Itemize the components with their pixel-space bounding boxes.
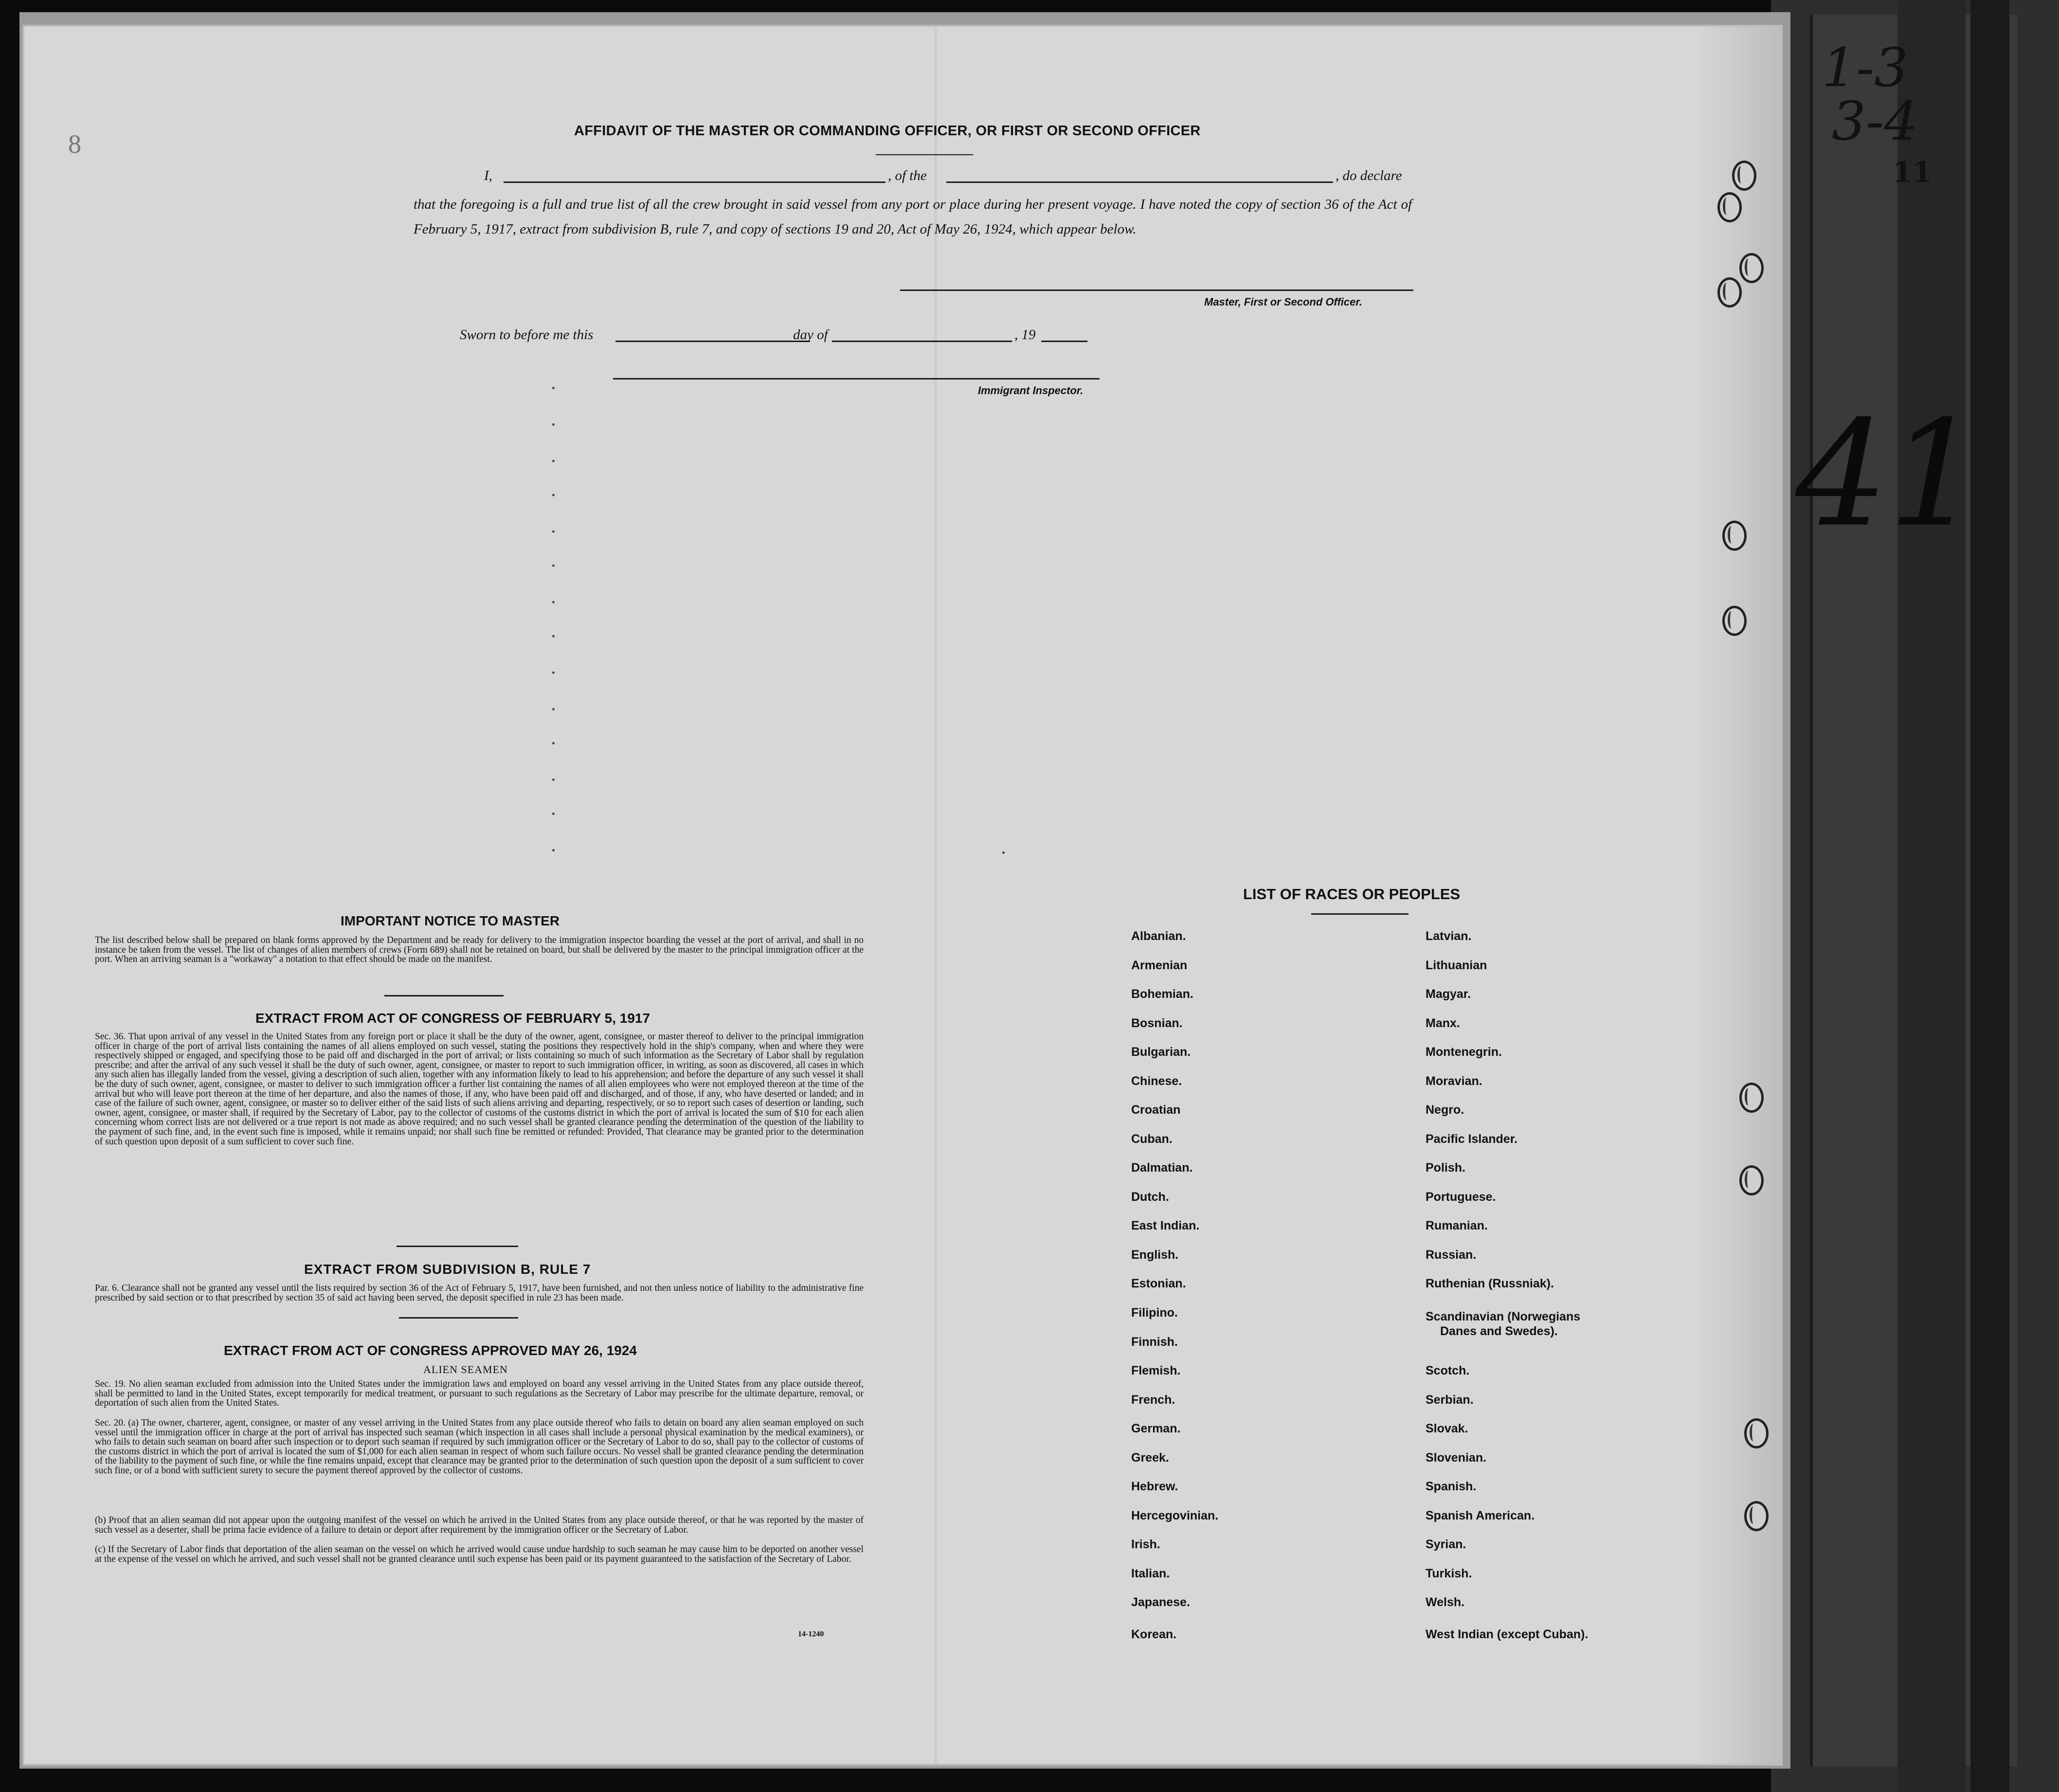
- race-item: Spanish.: [1426, 1480, 1477, 1493]
- race-item: Chinese.: [1131, 1074, 1182, 1088]
- handwritten-margin-mark: 41: [1795, 389, 1981, 559]
- sworn-year-field[interactable]: [1041, 341, 1087, 342]
- race-item: Irish.: [1131, 1538, 1160, 1551]
- back-sheet-strip-dark: [1970, 0, 2009, 1792]
- extract-1924-subtitle: ALIEN SEAMEN: [423, 1363, 508, 1376]
- race-item: Latvian.: [1426, 929, 1472, 943]
- race-item: Slovenian.: [1426, 1451, 1487, 1465]
- form-number: 14-1240: [798, 1630, 824, 1638]
- race-item: Montenegrin.: [1426, 1045, 1502, 1059]
- race-item: Bohemian.: [1131, 987, 1193, 1001]
- race-item: Hebrew.: [1131, 1480, 1178, 1493]
- notice-title: IMPORTANT NOTICE TO MASTER: [341, 913, 560, 928]
- races-title: LIST OF RACES OR PEOPLES: [1243, 886, 1461, 903]
- race-item: Albanian.: [1131, 929, 1186, 943]
- extract-1924-sec20a: Sec. 20. (a) The owner, charterer, agent, consignee, or master of any vessel arriving in the United States from any place outside thereof who fails to detain on board any alien seaman employed on such vessel until the immigration officer in charge at the port of arrival has inspected such seaman (which inspection in all cases shall include a personal physical examination by the medical examiners), or who fails to detain such seaman on board after such inspection or to deport such seaman if required by such immigration officer or the Secretary of Labor to do so, shall pay to the collector of customs of the customs district in which the port of arrival is located the sum of $1,000 for each alien seaman in respect of whom such failure occurs. No vessel shall be granted clearance pending the determination of the liability to the payment of such fine, or while the fine remains unpaid, except that clearance may be granted prior to the determination of such question upon the deposit of a sum sufficient to cover such fine, or of a bond with sufficient surety to secure the payment thereof approved by the collector of customs.: [95, 1418, 864, 1476]
- race-item: German.: [1131, 1422, 1181, 1435]
- race-item: Korean.: [1131, 1628, 1177, 1641]
- binder-hole-icon: [1722, 521, 1747, 551]
- affidavit-title: AFFIDAVIT OF THE MASTER OR COMMANDING OFFICER, OR FIRST OR SECOND OFFICER: [574, 123, 1201, 139]
- page-fold: [934, 27, 937, 1764]
- race-item: Welsh.: [1426, 1595, 1465, 1609]
- race-item: Manx.: [1426, 1016, 1460, 1030]
- extract-1924-sec19: Sec. 19. No alien seaman excluded from admission into the United States under the immigration laws and employed on board any vessel arriving in the United States from any place outside thereof, shall be permitted to land in the United States, except temporarily for medical treatment, or pursuant to such regulations as the Secretary of Labor may prescribe for the ultimate departure, removal, or deportation of such alien from the United States.: [95, 1379, 864, 1409]
- race-item: Serbian.: [1426, 1393, 1474, 1407]
- sworn-year-prefix: , 19: [1014, 327, 1036, 343]
- binder-hole-icon: [1717, 192, 1742, 222]
- notice-body: The list described below shall be prepared on blank forms approved by the Department and be ready for delivery to the immigration inspector boarding the vessel at the port of arrival, and shall in no instance be taken from the vessel. The list of changes of alien members of crews (Form 689) shall not be retained on board, but shall be delivered by the master to the principal immigration officer at the port. When an arriving seaman is a "workaway" a notation to that effect should be made on the manifest.: [95, 935, 864, 965]
- notice-rule: [384, 995, 504, 996]
- sworn-day-field[interactable]: [615, 341, 810, 342]
- affidavit-line-i: I,: [484, 168, 492, 183]
- race-item-continuation: Danes and Swedes).: [1440, 1324, 1558, 1338]
- extract-1917-rule: [397, 1246, 518, 1247]
- handwritten-page-number: 11: [1893, 156, 1932, 189]
- race-item: Pacific Islander.: [1426, 1132, 1517, 1146]
- race-item: Dalmatian.: [1131, 1161, 1193, 1175]
- race-item: Portuguese.: [1426, 1190, 1496, 1204]
- vessel-name-field[interactable]: [946, 181, 1333, 183]
- race-item: Dutch.: [1131, 1190, 1169, 1204]
- race-item: Rumanian.: [1426, 1219, 1488, 1232]
- race-item: Filipino.: [1131, 1306, 1178, 1320]
- binder-hole-icon: [1739, 1083, 1764, 1113]
- race-item: Italian.: [1131, 1567, 1170, 1580]
- race-item: Flemish.: [1131, 1364, 1181, 1377]
- race-item: Greek.: [1131, 1451, 1169, 1465]
- extract-1924-sec20b: (b) Proof that an alien seaman did not appear upon the outgoing manifest of the vessel on which he arrived in the United States from any place outside thereof, or that he was reported by the master of such vessel as a deserter, shall be prima facie evidence of a failure to detain or deport after requirement by the immigration officer or the Secretary of Labor.: [95, 1515, 864, 1535]
- inspector-signature-label: Immigrant Inspector.: [978, 384, 1084, 397]
- race-item: Armenian: [1131, 959, 1188, 972]
- binder-hole-icon: [1717, 277, 1742, 308]
- race-item: Scotch.: [1426, 1364, 1470, 1377]
- race-item: Hercegovinian.: [1131, 1509, 1219, 1522]
- race-item: Japanese.: [1131, 1595, 1190, 1609]
- master-signature-field[interactable]: [900, 290, 1413, 291]
- race-item: Russian.: [1426, 1248, 1477, 1262]
- race-item: Turkish.: [1426, 1567, 1472, 1580]
- declarant-name-field[interactable]: [504, 181, 885, 183]
- race-item: Ruthenian (Russniak).: [1426, 1277, 1554, 1290]
- race-item: Negro.: [1426, 1103, 1464, 1117]
- race-item: Moravian.: [1426, 1074, 1482, 1088]
- extract-1924-sec20c: (c) If the Secretary of Labor finds that deportation of the alien seaman on the vessel on which he arrived would cause undue hardship to such seaman he may cause him to be deported on another vessel at the expense of the vessel on which he arrived, and such vessel shall not be granted clearance until such expense has been paid or its payment guaranteed to the satisfaction of the Secretary of Labor.: [95, 1544, 864, 1564]
- sworn-prefix: Sworn to before me this: [460, 327, 594, 343]
- race-item: Slovak.: [1426, 1422, 1468, 1435]
- form-page: [24, 27, 1781, 1764]
- extract-rule7-rule: [399, 1317, 518, 1319]
- sworn-day-of: day of: [793, 327, 828, 343]
- race-item: Estonian.: [1131, 1277, 1186, 1290]
- race-item: Polish.: [1426, 1161, 1465, 1175]
- affidavit-body: that the foregoing is a full and true list of all the crew brought in said vessel from any port or place during her present voyage. I have noted the copy of section 36 of the Act of February 5, 1917, extract from subdivision B, rule 7, and copy of sections 19 and 20, Act of May 26, 1924, which appear below.: [414, 197, 1412, 237]
- extract-rule7-title: EXTRACT FROM SUBDIVISION B, RULE 7: [304, 1262, 591, 1277]
- extract-1924-title: EXTRACT FROM ACT OF CONGRESS APPROVED MAY 26, 1924: [224, 1343, 637, 1358]
- binder-hole-icon: [1739, 253, 1764, 283]
- affidavit-do-declare: , do declare: [1336, 168, 1402, 183]
- extract-1917-title: EXTRACT FROM ACT OF CONGRESS OF FEBRUARY 5, 1917: [255, 1011, 650, 1026]
- race-item: English.: [1131, 1248, 1179, 1262]
- extract-1917-body: Sec. 36. That upon arrival of any vessel in the United States from any foreign port or place it shall be the duty of the owner, agent, consignee, or master thereof to deliver to the principal immigration officer in charge of the port of arrival lists containing the names of all aliens employed on such vessel, stating the positions they respectively hold in the ship's company, when and where they were respectively shipped or engaged, and specifying those to be paid off and discharged in the port of arrival; or lists containing so much of such information as the Secretary of Labor shall by regulation prescribe; and after the arrival of any such vessel it shall be the duty of such owner, agent, consignee, or master to report to such immigration officer, in writing, as soon as discovered, all cases in which any such alien has illegally landed from the vessel, giving a description of such alien, together with any information likely to lead to his apprehension; and before the departure of any such vessel it shall be the duty of such owner, agent, consignee, or master to deliver to such immigration officer a further list containing the names of all alien employees who were not employed thereon at the time of the arrival but who will leave port thereon at the time of her departure, and also the names of those, if any, who have been paid off and discharged, and of those, if any, who have deserted or landed; and in case of the failure of such owner, agent, consignee, or master so to deliver either of the said lists of such aliens arriving and departing, respectively, or so to report such cases of desertion or landing, such owner, agent, consignee, or master shall, if required by the Secretary of Labor, pay to the collector of customs of the customs district in which the port of arrival is located the sum of $10 for each alien concerning whom correct lists are not delivered or a true report is not made as above required; and no such vessel shall be granted clearance pending the determination of the question of the liability to the payment of such fine, and, in the event such fine is imposed, while it remains unpaid; nor shall such fine be remitted or refunded: Provided, That clearance may be granted prior to the determination of such question upon deposit of a sum sufficient to cover such fine.: [95, 1032, 864, 1147]
- race-item: Spanish American.: [1426, 1509, 1535, 1522]
- races-title-rule: [1311, 913, 1409, 915]
- handwritten-corner-note-bottom: 3-4: [1832, 90, 1918, 152]
- race-item: West Indian (except Cuban).: [1426, 1628, 1589, 1641]
- race-item: Syrian.: [1426, 1538, 1466, 1551]
- handwritten-corner-note-top: 1-3: [1822, 36, 1909, 99]
- race-item: Lithuanian: [1426, 959, 1487, 972]
- binder-hole-icon: [1739, 1165, 1764, 1195]
- master-signature-label: Master, First or Second Officer.: [1204, 296, 1362, 308]
- binder-hole-icon: [1744, 1418, 1769, 1448]
- race-item: Bulgarian.: [1131, 1045, 1191, 1059]
- race-item: Bosnian.: [1131, 1016, 1183, 1030]
- affidavit-of-the: , of the: [888, 168, 927, 183]
- race-item: Scandinavian (Norwegians: [1426, 1310, 1581, 1323]
- race-item: Croatian: [1131, 1103, 1181, 1117]
- race-item: French.: [1131, 1393, 1175, 1407]
- race-item: Cuban.: [1131, 1132, 1173, 1146]
- binder-hole-icon: [1732, 161, 1756, 191]
- binder-hole-icon: [1744, 1501, 1769, 1531]
- sworn-month-field[interactable]: [832, 341, 1012, 342]
- affidavit-title-rule: [876, 154, 973, 155]
- race-item: Magyar.: [1426, 987, 1471, 1001]
- race-item: East Indian.: [1131, 1219, 1200, 1232]
- page-mark-left: 8: [68, 129, 81, 159]
- extract-rule7-body: Par. 6. Clearance shall not be granted any vessel until the lists required by section 36 of the Act of February 5, 1917, have been furnished, and not then unless notice of liability to the administrative fine prescribed by said section or to that prescribed by section 35 of said act having been served, the deposit specified in rule 23 has been made.: [95, 1283, 864, 1303]
- back-sheet-strip: [1897, 0, 1966, 1792]
- inspector-signature-field[interactable]: [613, 378, 1100, 380]
- binder-hole-icon: [1722, 606, 1747, 636]
- race-item: Finnish.: [1131, 1335, 1178, 1349]
